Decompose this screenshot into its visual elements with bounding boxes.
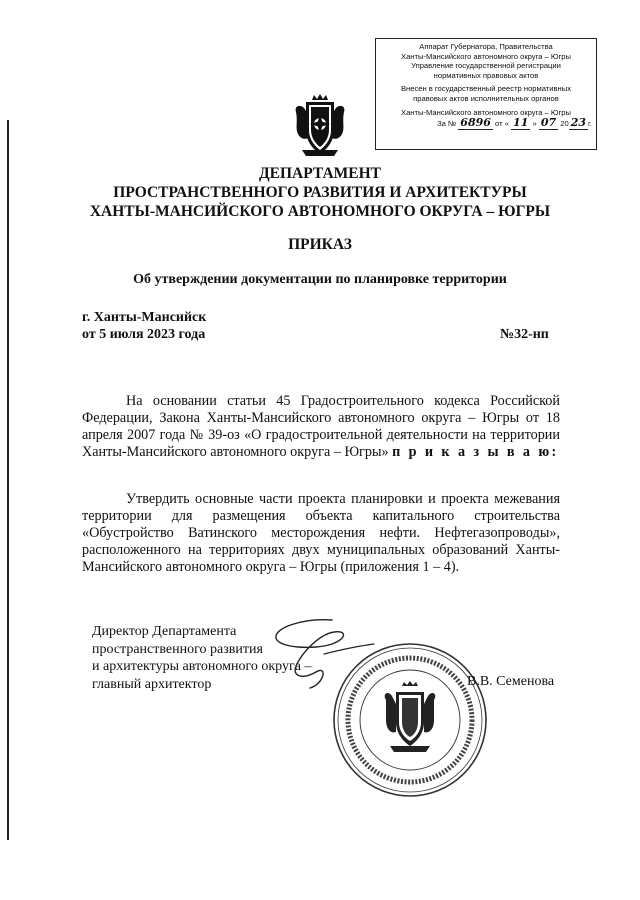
stamp-line-7: Ханты-Мансийского автономного округа – Югры [401,107,571,117]
stamp-year-prefix: 20 [560,119,569,129]
stamp-line-3: Управление государственной регистрации [411,61,561,71]
stamp-month: 07 [540,116,557,130]
signer-title-line-2: пространственного развития [92,641,263,657]
stamp-reg-number: 6896 [460,116,491,130]
stamp-year-suffix: г. [588,119,592,129]
stamp-line-5: Внесен в государственный реестр нормативных [400,84,572,94]
registration-stamp [375,38,597,150]
stamp-mid: » [532,119,537,129]
document-number: №32-нп [500,327,549,342]
body-paragraph-1 [82,393,560,461]
order-directive: п р и к а з ы в а ю: [392,444,559,460]
scan-edge-line [7,120,9,840]
signer-title-line-3: и архитектуры автономного округа – [92,659,312,674]
stamp-line-1: Аппарат Губернатора, Правительства [419,42,553,51]
signer-title-line-1: Директор Департамента [92,624,237,639]
department-line-1: ДЕПАРТАМЕНТ [258,165,382,182]
signer-name: В.В. Семенова [467,674,555,689]
department-line-3: ХАНТЫ-МАНСИЙСКОГО АВТОНОМНОГО ОКРУГА – ЮГРЫ [89,203,551,220]
department-header [40,164,600,221]
handwritten-signature [262,610,382,690]
stamp-line-6: правовых актов исполнительных органов [413,93,559,103]
stamp-day: 11 [513,116,529,130]
coat-of-arms-icon [292,94,348,158]
stamp-registration-row [380,118,592,129]
stamp-from: от « [495,119,509,129]
stamp-line-2: Ханты-Мансийского автономного округа – Югры [401,51,571,61]
department-line-2: ПРОСТРАНСТВЕННОГО РАЗВИТИЯ И АРХИТЕКТУРЫ [113,184,527,201]
document-subject: Об утверждении документации по планировке территории [133,272,507,287]
document-type: ПРИКАЗ [288,236,352,253]
document-date: от 5 июля 2023 года [82,327,206,342]
body-paragraph-2 [82,491,560,576]
paragraph-1-text: На основании статьи 45 Градостроительного кодекса Российской Федерации, Закона Ханты-Мансийского автономного округа – Югры от 18 апреля 2007 года № 39-оз «О градостроительной деятельности на территории Ханты-Мансийского автономного округа – Югры» [82,393,560,460]
signer-title-line-4: главный архитектор [92,676,212,692]
document-city: г. Ханты-Мансийск [82,310,207,325]
stamp-line-4: нормативных правовых актов [433,70,539,80]
stamp-reg-prefix: За № [437,119,457,129]
stamp-year: 23 [570,116,587,130]
paragraph-2-text: Утвердить основные части проекта планировки и проекта межевания территории для размещения объекта капитального строительства «Обустройство Ватинского месторождения нефти. Нефтегазопроводы», расположенного на территориях двух муниципальных образований Ханты-Мансийского автономного округа – Югры (приложения 1 – 4). [82,491,560,575]
